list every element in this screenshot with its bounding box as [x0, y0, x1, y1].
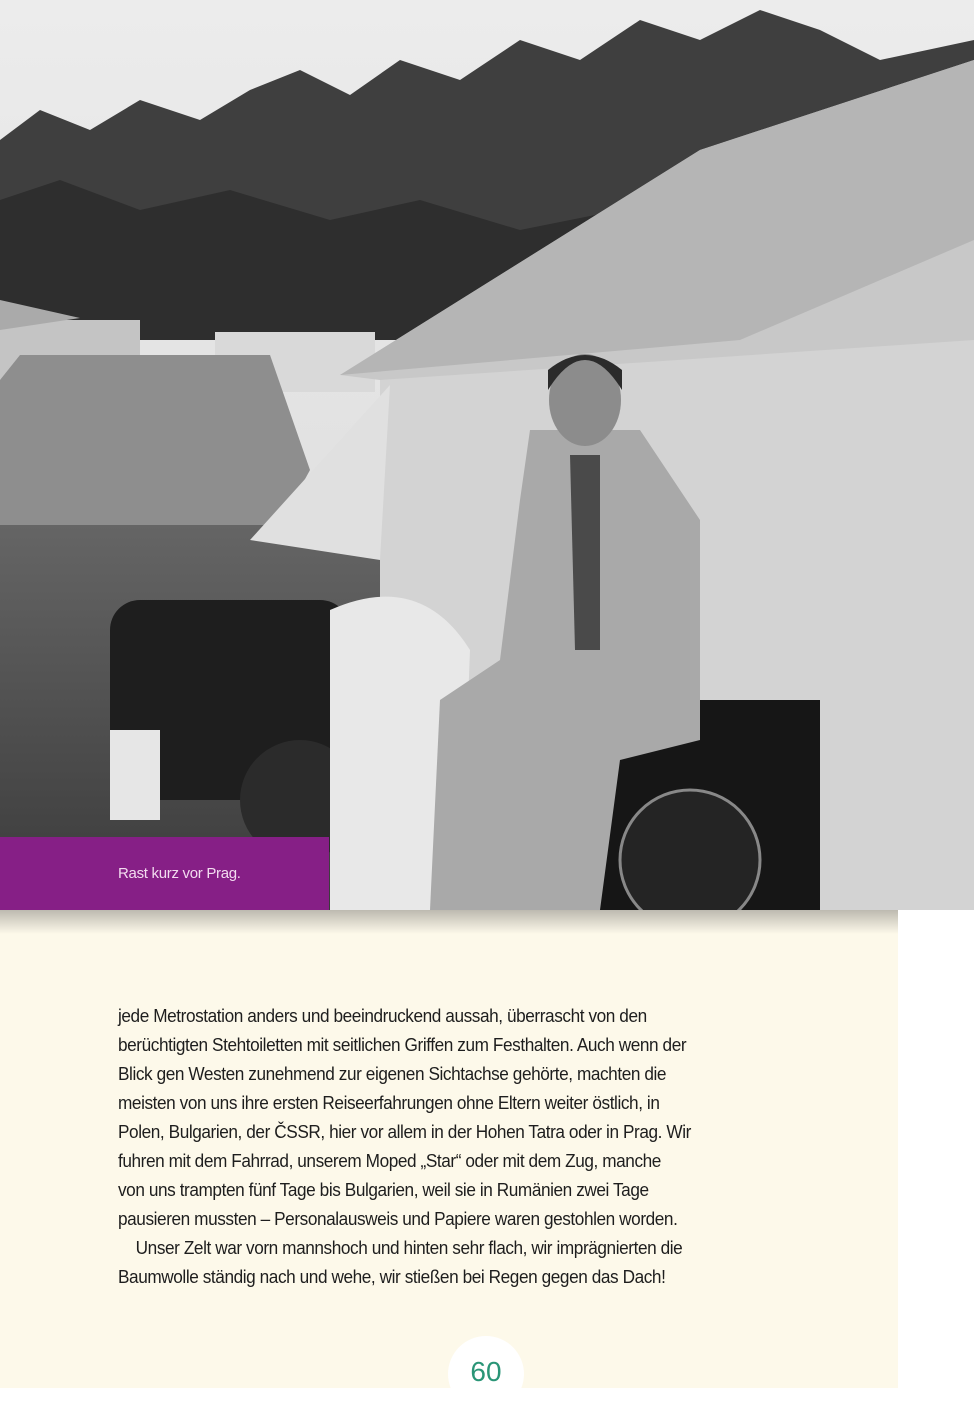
body-line: berüchtigten Stehtoiletten mit seitlichen Griffen zum Festhalten. Auch wenn der: [118, 1034, 687, 1055]
photo-caption: Rast kurz vor Prag.: [118, 865, 241, 882]
body-line: Blick gen Westen zunehmend zur eigenen Sichtachse gehörte, machten die: [118, 1063, 667, 1084]
body-line: meisten von uns ihre ersten Reiseerfahrungen ohne Eltern weiter östlich, in: [118, 1092, 660, 1113]
body-line: jede Metrostation anders und beeindruckend aussah, überrascht von den: [118, 1005, 647, 1026]
photo-shadow: [0, 910, 898, 934]
body-line: Polen, Bulgarien, der ČSSR, hier vor allem in der Hohen Tatra oder in Prag. Wir: [118, 1121, 691, 1142]
body-line: von uns trampten fünf Tage bis Bulgarien, weil sie in Rumänien zwei Tage: [118, 1179, 649, 1200]
body-line: Baumwolle ständig nach und wehe, wir stießen bei Regen gegen das Dach!: [118, 1266, 666, 1287]
body-line-paragraph-start: Unser Zelt war vorn mannshoch und hinten sehr flach, wir imprägnierten die: [135, 1237, 683, 1258]
photo-caption-box: [0, 837, 329, 910]
page-number: 60: [470, 1356, 502, 1387]
body-text: [118, 1001, 825, 1291]
body-line: pausieren mussten – Personalausweis und Papiere waren gestohlen worden.: [118, 1208, 678, 1229]
page-number-badge: [448, 1336, 524, 1412]
body-line: fuhren mit dem Fahrrad, unserem Moped „Star“ oder mit dem Zug, manche: [118, 1150, 661, 1171]
